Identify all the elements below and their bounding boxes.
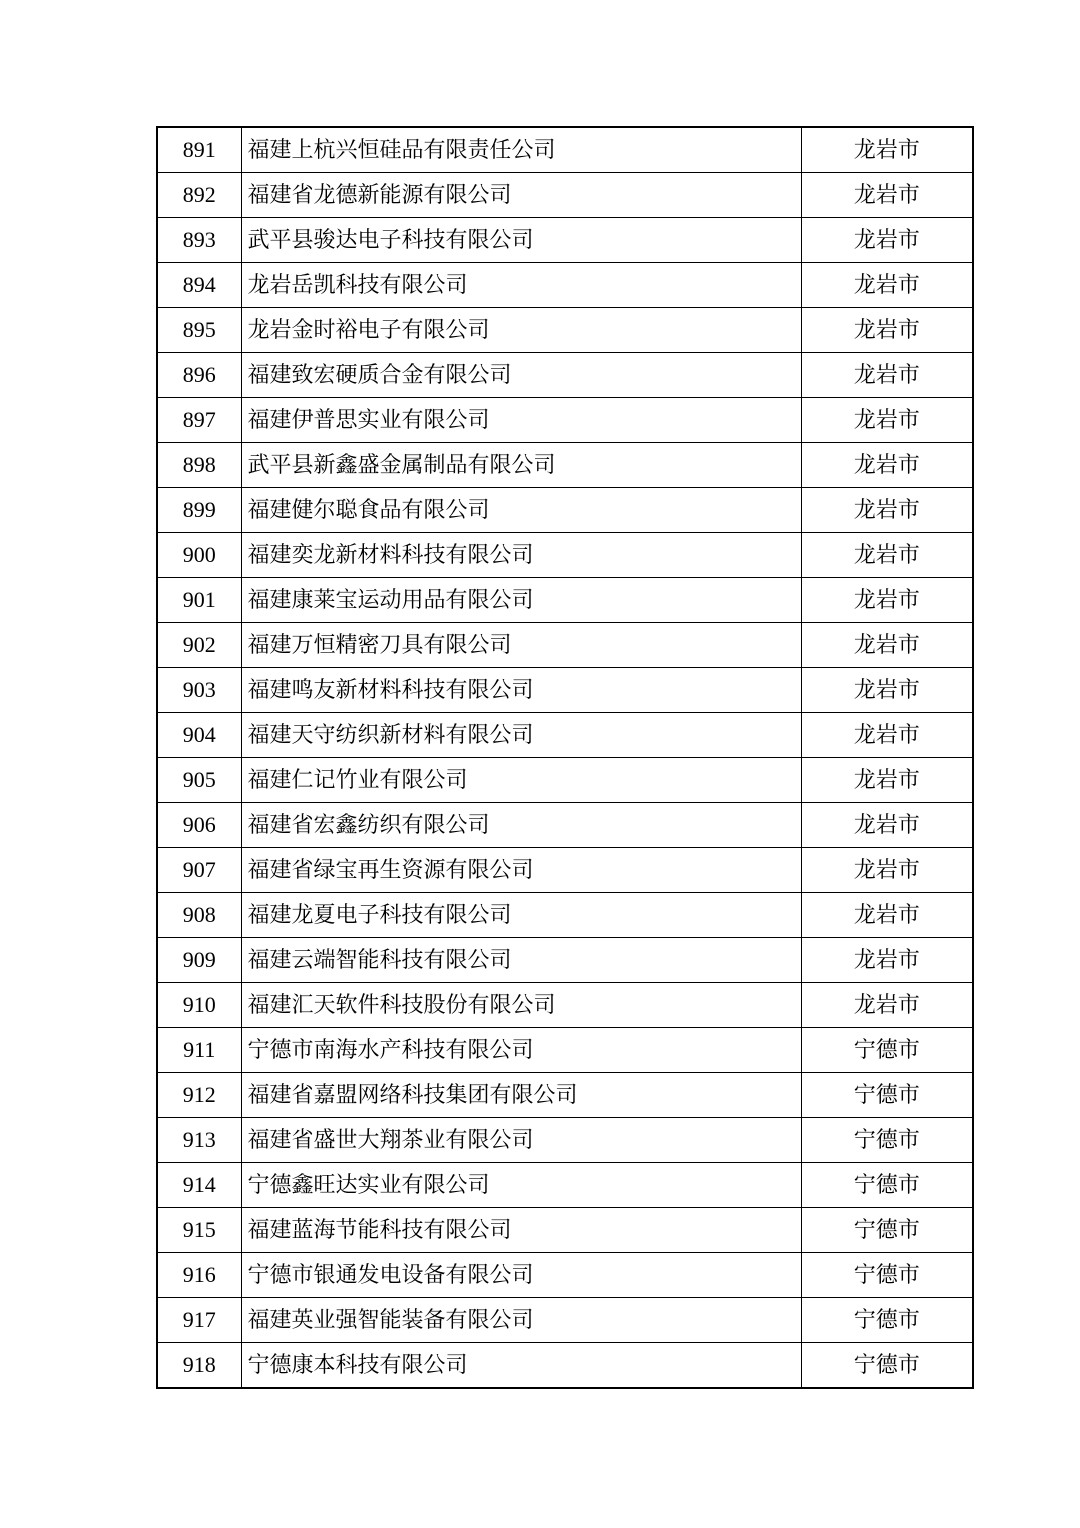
table-row	[157, 1118, 973, 1163]
company-name: 宁德市南海水产科技有限公司	[241, 1028, 801, 1073]
table-row	[157, 1298, 973, 1343]
table-row	[157, 173, 973, 218]
row-index: 903	[157, 668, 241, 713]
city-name: 龙岩市	[801, 533, 973, 578]
company-name: 福建省嘉盟网络科技集团有限公司	[241, 1073, 801, 1118]
row-index: 911	[157, 1028, 241, 1073]
table-row	[157, 1163, 973, 1208]
table-row	[157, 488, 973, 533]
row-index: 906	[157, 803, 241, 848]
row-index: 907	[157, 848, 241, 893]
city-name: 龙岩市	[801, 127, 973, 173]
company-name: 福建汇天软件科技股份有限公司	[241, 983, 801, 1028]
city-name: 龙岩市	[801, 173, 973, 218]
row-index: 917	[157, 1298, 241, 1343]
row-index: 910	[157, 983, 241, 1028]
city-name: 龙岩市	[801, 713, 973, 758]
city-name: 宁德市	[801, 1163, 973, 1208]
city-name: 龙岩市	[801, 848, 973, 893]
row-index: 914	[157, 1163, 241, 1208]
table-row	[157, 623, 973, 668]
table-row	[157, 983, 973, 1028]
company-name: 福建龙夏电子科技有限公司	[241, 893, 801, 938]
company-name: 宁德康本科技有限公司	[241, 1343, 801, 1389]
table-row	[157, 1073, 973, 1118]
company-name: 福建省龙德新能源有限公司	[241, 173, 801, 218]
company-name: 福建鸣友新材料科技有限公司	[241, 668, 801, 713]
table-row	[157, 398, 973, 443]
company-name: 福建蓝海节能科技有限公司	[241, 1208, 801, 1253]
table-row	[157, 1253, 973, 1298]
company-name: 武平县骏达电子科技有限公司	[241, 218, 801, 263]
row-index: 893	[157, 218, 241, 263]
company-name: 福建康莱宝运动用品有限公司	[241, 578, 801, 623]
table-row	[157, 1343, 973, 1389]
company-name: 福建省宏鑫纺织有限公司	[241, 803, 801, 848]
company-name: 福建伊普思实业有限公司	[241, 398, 801, 443]
city-name: 龙岩市	[801, 308, 973, 353]
city-name: 龙岩市	[801, 893, 973, 938]
table-row	[157, 263, 973, 308]
city-name: 龙岩市	[801, 398, 973, 443]
row-index: 908	[157, 893, 241, 938]
row-index: 902	[157, 623, 241, 668]
company-name: 福建省盛世大翔茶业有限公司	[241, 1118, 801, 1163]
table-row	[157, 533, 973, 578]
company-name: 福建仁记竹业有限公司	[241, 758, 801, 803]
row-index: 901	[157, 578, 241, 623]
company-name: 福建云端智能科技有限公司	[241, 938, 801, 983]
company-name: 福建省绿宝再生资源有限公司	[241, 848, 801, 893]
row-index: 912	[157, 1073, 241, 1118]
row-index: 904	[157, 713, 241, 758]
city-name: 宁德市	[801, 1208, 973, 1253]
row-index: 909	[157, 938, 241, 983]
row-index: 898	[157, 443, 241, 488]
table-body	[157, 127, 973, 1388]
table-row	[157, 218, 973, 263]
table-row	[157, 443, 973, 488]
table-row	[157, 803, 973, 848]
row-index: 913	[157, 1118, 241, 1163]
company-name: 福建万恒精密刀具有限公司	[241, 623, 801, 668]
row-index: 916	[157, 1253, 241, 1298]
row-index: 918	[157, 1343, 241, 1389]
city-name: 龙岩市	[801, 488, 973, 533]
company-name: 龙岩金时裕电子有限公司	[241, 308, 801, 353]
row-index: 891	[157, 127, 241, 173]
city-name: 龙岩市	[801, 983, 973, 1028]
company-name: 福建健尔聪食品有限公司	[241, 488, 801, 533]
row-index: 897	[157, 398, 241, 443]
table-row	[157, 1208, 973, 1253]
city-name: 宁德市	[801, 1073, 973, 1118]
city-name: 龙岩市	[801, 668, 973, 713]
company-name: 福建天守纺织新材料有限公司	[241, 713, 801, 758]
city-name: 龙岩市	[801, 263, 973, 308]
table-row	[157, 353, 973, 398]
table-row	[157, 848, 973, 893]
table-row	[157, 758, 973, 803]
row-index: 899	[157, 488, 241, 533]
city-name: 龙岩市	[801, 758, 973, 803]
company-name: 武平县新鑫盛金属制品有限公司	[241, 443, 801, 488]
city-name: 龙岩市	[801, 218, 973, 263]
table-row	[157, 308, 973, 353]
table-row	[157, 938, 973, 983]
company-name: 福建上杭兴恒硅品有限责任公司	[241, 127, 801, 173]
city-name: 龙岩市	[801, 443, 973, 488]
city-name: 宁德市	[801, 1118, 973, 1163]
city-name: 龙岩市	[801, 938, 973, 983]
table-row	[157, 668, 973, 713]
company-name: 宁德市银通发电设备有限公司	[241, 1253, 801, 1298]
row-index: 905	[157, 758, 241, 803]
city-name: 龙岩市	[801, 803, 973, 848]
table-row	[157, 578, 973, 623]
table-row	[157, 893, 973, 938]
company-name: 福建奕龙新材料科技有限公司	[241, 533, 801, 578]
row-index: 895	[157, 308, 241, 353]
city-name: 龙岩市	[801, 578, 973, 623]
city-name: 龙岩市	[801, 623, 973, 668]
city-name: 龙岩市	[801, 353, 973, 398]
table-row	[157, 1028, 973, 1073]
company-name: 福建致宏硬质合金有限公司	[241, 353, 801, 398]
company-name: 宁德鑫旺达实业有限公司	[241, 1163, 801, 1208]
enterprise-list-table	[156, 126, 974, 1389]
row-index: 892	[157, 173, 241, 218]
row-index: 894	[157, 263, 241, 308]
table-row	[157, 127, 973, 173]
city-name: 宁德市	[801, 1253, 973, 1298]
company-name: 福建英业强智能装备有限公司	[241, 1298, 801, 1343]
city-name: 宁德市	[801, 1028, 973, 1073]
table-row	[157, 713, 973, 758]
city-name: 宁德市	[801, 1343, 973, 1389]
row-index: 900	[157, 533, 241, 578]
company-name: 龙岩岳凯科技有限公司	[241, 263, 801, 308]
city-name: 宁德市	[801, 1298, 973, 1343]
row-index: 915	[157, 1208, 241, 1253]
row-index: 896	[157, 353, 241, 398]
